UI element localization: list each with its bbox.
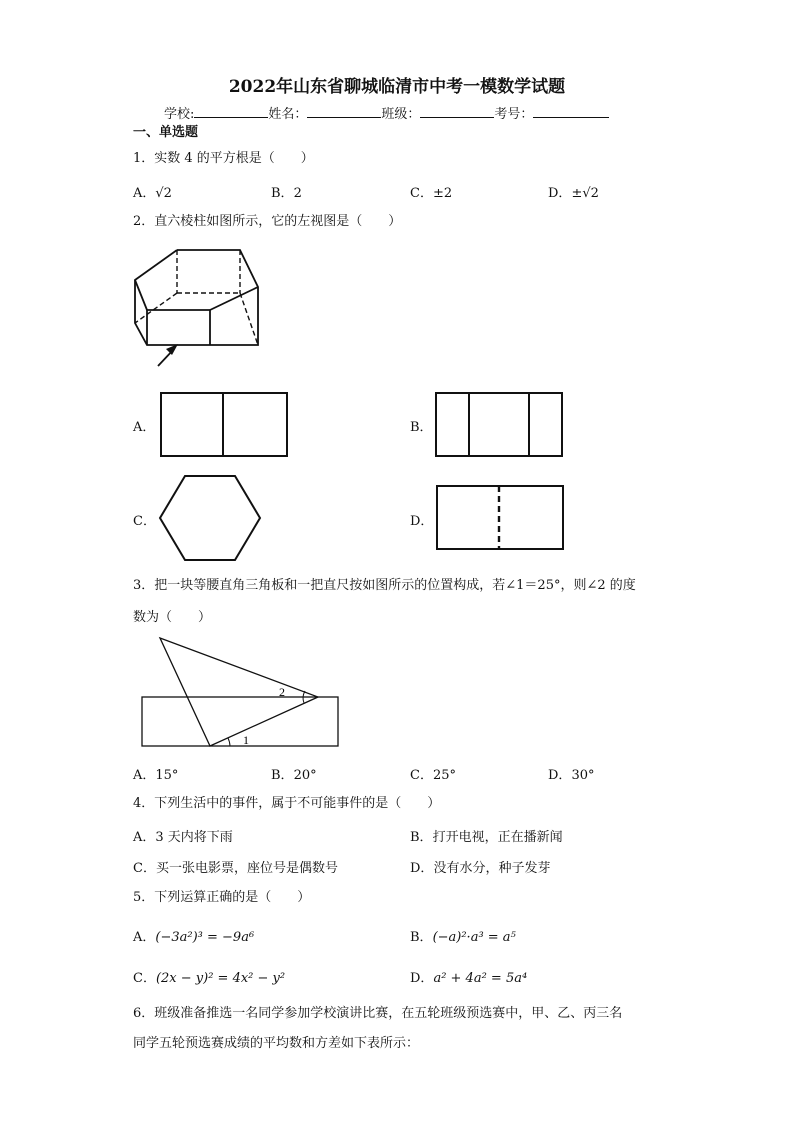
q4-option-c: C．买一张电影票，座位号是偶数号 — [133, 861, 338, 876]
q2-option-b-label: B． — [410, 420, 433, 435]
section-heading: 一、单选题 — [133, 125, 199, 140]
q2-option-b-figure — [435, 392, 563, 458]
q3-option-c: C．25° — [410, 768, 456, 783]
class-blank[interactable] — [420, 104, 494, 118]
hexagonal-prism-figure — [130, 245, 270, 370]
angle-1-label: 1 — [243, 733, 249, 747]
name-blank[interactable] — [307, 104, 381, 118]
triangle-ruler-figure — [140, 636, 340, 750]
angle-2-label: 2 — [279, 685, 285, 699]
q2-option-c-label: C． — [133, 514, 156, 529]
q3-option-b: B．20° — [271, 768, 317, 783]
school-blank[interactable] — [194, 104, 268, 118]
question-6-stem-line1: 6．班级准备推选一名同学参加学校演讲比赛，在五轮班级预选赛中，甲、乙、丙三名 — [133, 1006, 623, 1021]
name-label: 姓名： — [268, 107, 308, 122]
q3-option-d: D．30° — [548, 768, 595, 783]
school-label: 学校: — [164, 107, 195, 122]
question-3-stem-line1: 3．把一块等腰直角三角板和一把直尺按如图所示的位置构成，若∠1＝25°，则∠2 的度 — [133, 578, 636, 593]
question-4-stem: 4．下列生活中的事件，属于不可能事件的是（ ） — [133, 796, 441, 811]
question-3-stem-line2: 数为（ ） — [133, 610, 212, 625]
student-info-line — [164, 103, 609, 122]
question-6-stem-line2: 同学五轮预选赛成绩的平均数和方差如下表所示： — [133, 1036, 420, 1051]
page-title: 2022年山东省聊城临清市中考一模数学试题 — [228, 77, 566, 97]
q2-option-a-label: A． — [133, 420, 156, 435]
q5-option-c: C．(2x − y)² = 4x² − y² — [133, 971, 286, 986]
q5-option-a: A．(−3a²)³ = −9a⁶ — [133, 930, 255, 945]
q1-option-d: D．±√2 — [548, 186, 599, 201]
question-5-stem: 5．下列运算正确的是（ ） — [133, 890, 311, 905]
q2-option-c-figure — [158, 474, 262, 562]
q1-option-c: C．±2 — [410, 186, 453, 201]
exam-no-blank[interactable] — [533, 104, 609, 118]
class-label: 班级： — [381, 107, 421, 122]
q4-option-d: D．没有水分，种子发芽 — [410, 861, 551, 876]
exam-no-label: 考号： — [494, 107, 534, 122]
q1-option-b: B．2 — [271, 186, 302, 201]
q2-option-a-figure — [160, 392, 288, 458]
q3-option-a: A．15° — [133, 768, 179, 783]
q5-option-b: B．(−a)²·a³ = a⁵ — [410, 930, 516, 945]
question-1-stem: 1．实数 4 的平方根是（ ） — [133, 151, 314, 166]
q2-option-d-label: D． — [410, 514, 434, 529]
q2-option-d-figure — [436, 485, 564, 551]
q5-option-d: D．a² + 4a² = 5a⁴ — [410, 971, 528, 986]
q1-option-a: A．√2 — [133, 186, 172, 201]
question-2-stem: 2．直六棱柱如图所示，它的左视图是（ ） — [133, 214, 402, 229]
q4-option-b: B．打开电视，正在播新闻 — [410, 830, 563, 845]
q4-option-a: A．3 天内将下雨 — [133, 830, 233, 845]
